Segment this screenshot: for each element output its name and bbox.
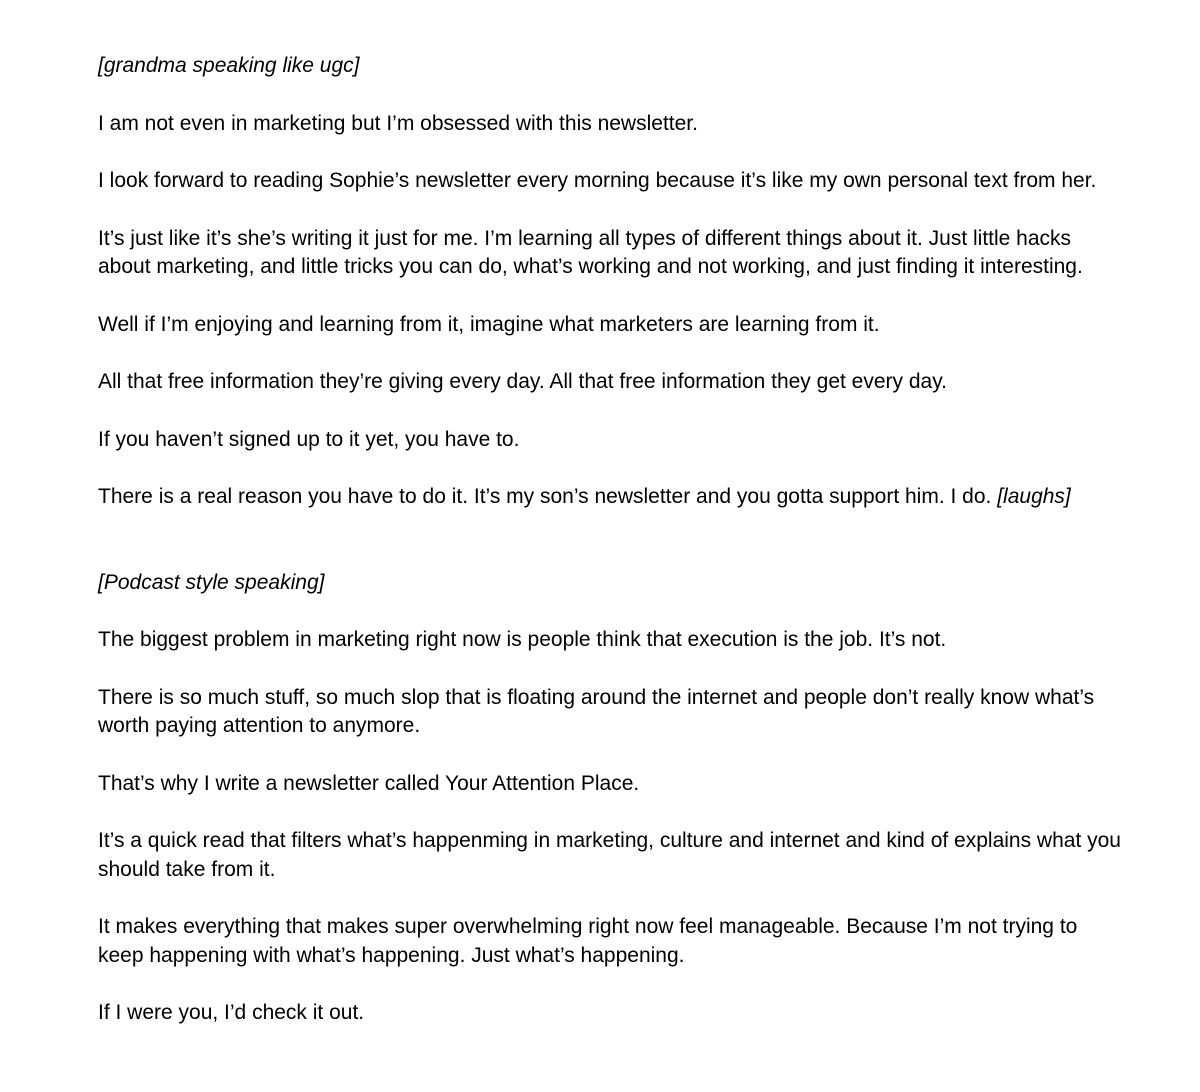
script-paragraph-text: There is a real reason you have to do it. It’s my son’s newsletter and you gotta support him. I do. (98, 485, 992, 508)
inline-stage-direction: [laughs] (997, 485, 1071, 508)
script-paragraph: It makes everything that makes super overwhelming right now feel manageable. Because I’m not trying to keep happening with what’s happening. Just what’s happening. (98, 915, 1078, 967)
script-paragraph: I look forward to reading Sophie’s newsletter every morning because it’s like my own personal text from her. (98, 169, 1097, 192)
script-paragraph: Well if I’m enjoying and learning from it, imagine what marketers are learning from it. (98, 312, 880, 336)
script-paragraph: It’s just like it’s she’s writing it just for me. I’m learning all types of different things about it. Just little hacks about marketing, and little tricks you can do, what’s working and not working, and just finding it interesting. (98, 226, 1083, 278)
script-paragraph: If I were you, I’d check it out. (98, 1001, 365, 1024)
script-paragraph-with-cue (98, 483, 1128, 512)
script-paragraph: The biggest problem in marketing right now is people think that execution is the job. It’s not. (98, 628, 947, 651)
section-divider-space (98, 541, 1128, 569)
script-paragraph: That’s why I write a newsletter called Your Attention Place. (98, 771, 640, 795)
script-paragraph: It’s a quick read that filters what’s happenming in marketing, culture and internet and kind of explains what you should take from it. (98, 829, 1121, 881)
document-body (98, 52, 1128, 1057)
script-paragraph: There is so much stuff, so much slop that is floating around the internet and people don’t really know what’s worth paying attention to anymore. (98, 685, 1095, 737)
script-paragraph: If you haven’t signed up to it yet, you have to. (98, 427, 520, 451)
stage-direction-grandma: [grandma speaking like ugc] (98, 54, 360, 77)
script-paragraph: I am not even in marketing but I’m obsessed with this newsletter. (98, 111, 698, 135)
stage-direction-podcast: [Podcast style speaking] (98, 570, 325, 594)
script-paragraph: All that free information they’re giving every day. All that free information they get every day. (98, 370, 947, 393)
